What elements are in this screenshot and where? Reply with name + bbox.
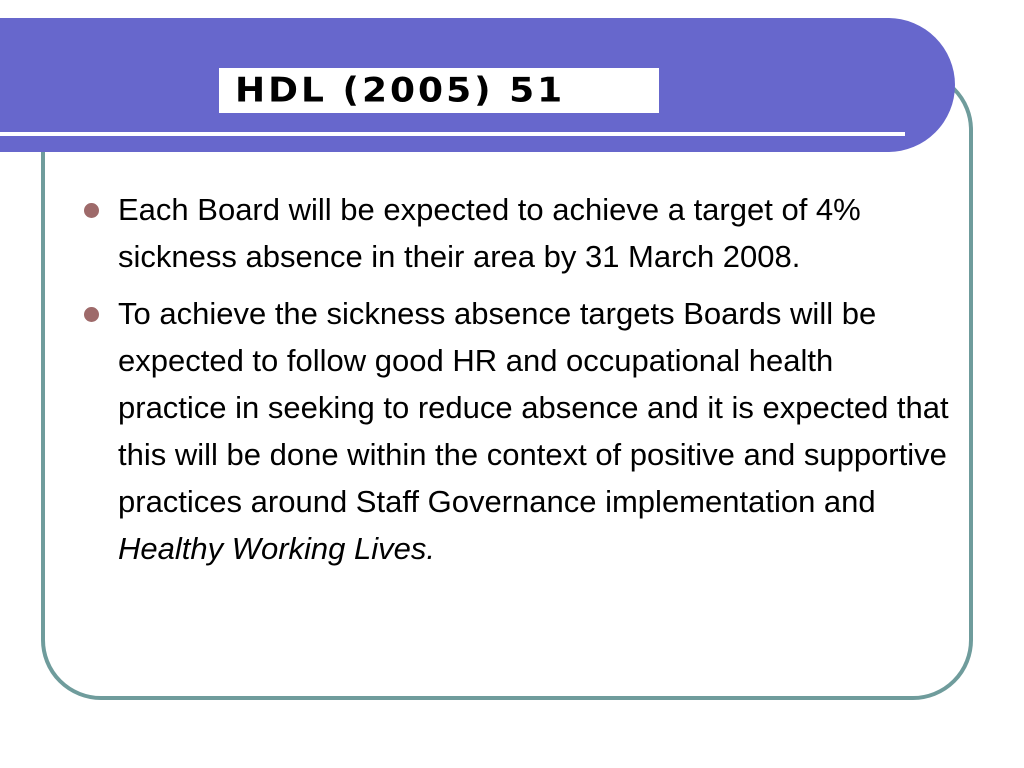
title-box (219, 68, 659, 113)
bullet-list (80, 186, 950, 582)
bullet-item (80, 290, 950, 572)
slide-title: HDL (2005) 51 (235, 70, 566, 110)
bullet-dot-icon (84, 307, 99, 322)
bullet-emphasis: Healthy Working Lives. (118, 531, 436, 566)
bullet-dot-icon (84, 203, 99, 218)
bullet-item (80, 186, 950, 280)
bullet-text: Each Board will be expected to achieve a target of 4% sickness absence in their area by 31 March 2008. (118, 192, 861, 274)
banner-divider (0, 132, 905, 136)
bullet-text: To achieve the sickness absence targets Boards will be expected to follow good HR and occupational health practice in seeking to reduce absence and it is expected that this will be done within the context of positive and supportive practices around Staff Governance implementation and (118, 296, 949, 519)
